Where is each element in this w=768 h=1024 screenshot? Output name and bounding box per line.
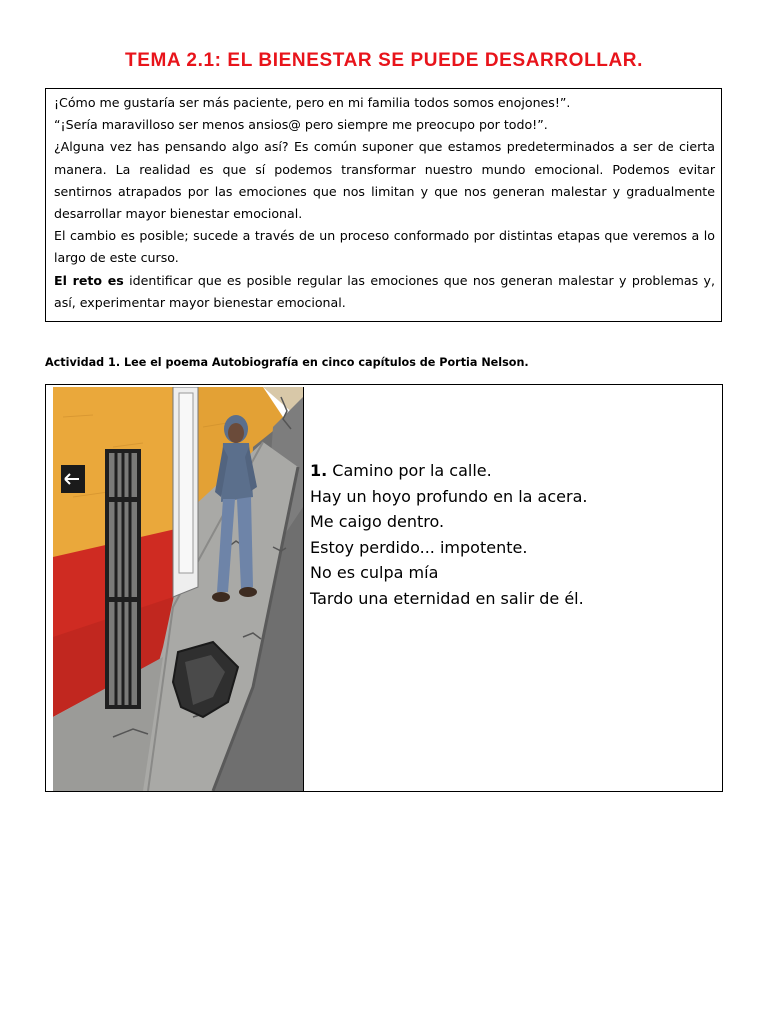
poem-chapter-1 [310, 458, 587, 612]
quote-line-1: ¡Cómo me gustaría ser más paciente, pero en mi familia todos somos enojones!”. [54, 95, 571, 110]
poem-line-4: Estoy perdido... impotente. [310, 537, 528, 557]
intro-box [45, 88, 722, 322]
challenge-label: El reto es [54, 272, 124, 288]
poem-table [45, 384, 723, 792]
poem-line-1: 1. Camino por la calle. [310, 461, 492, 480]
challenge-text: identificar que es posible regular las emociones que nos generan malestar y problemas y, así, experimentar mayor bienestar emocional. [54, 272, 715, 310]
activity-instruction: Actividad 1. Lee el poema Autobiografía en cinco capítulos de Portia Nelson. [45, 356, 529, 369]
change-paragraph: El cambio es posible; sucede a través de un proceso conformado por distintas etapas que veremos a lo largo de este curso. [54, 228, 715, 266]
poem-number: 1. [310, 461, 328, 480]
street-illustration [53, 387, 303, 791]
quote-line-2: “¡Sería maravilloso ser menos ansios@ pero siempre me preocupo por todo!”. [54, 117, 548, 133]
poem-line-5: No es culpa mía [310, 563, 439, 583]
poem-line-3: Me caigo dentro. [310, 512, 445, 532]
illustration-man-walking-to-hole [53, 387, 304, 791]
poem-line-2: Hay un hoyo profundo en la acera. [310, 486, 588, 506]
page-title: TEMA 2.1: EL BIENESTAR SE PUEDE DESARROLLAR. [125, 50, 643, 71]
poem-line-6: Tardo una eternidad en salir de él. [310, 588, 584, 608]
challenge-paragraph [54, 270, 715, 314]
intro-paragraph: ¿Alguna vez has pensando algo así? Es común suponer que estamos predeterminados a ser de cierta manera. La realidad es que sí podemos transformar nuestro mundo emocional. Podemos evitar sentirnos atrapados por las emociones que nos limitan y que nos generan malestar y gradualmente desarrollar mayor bienestar emocional. [54, 139, 715, 222]
